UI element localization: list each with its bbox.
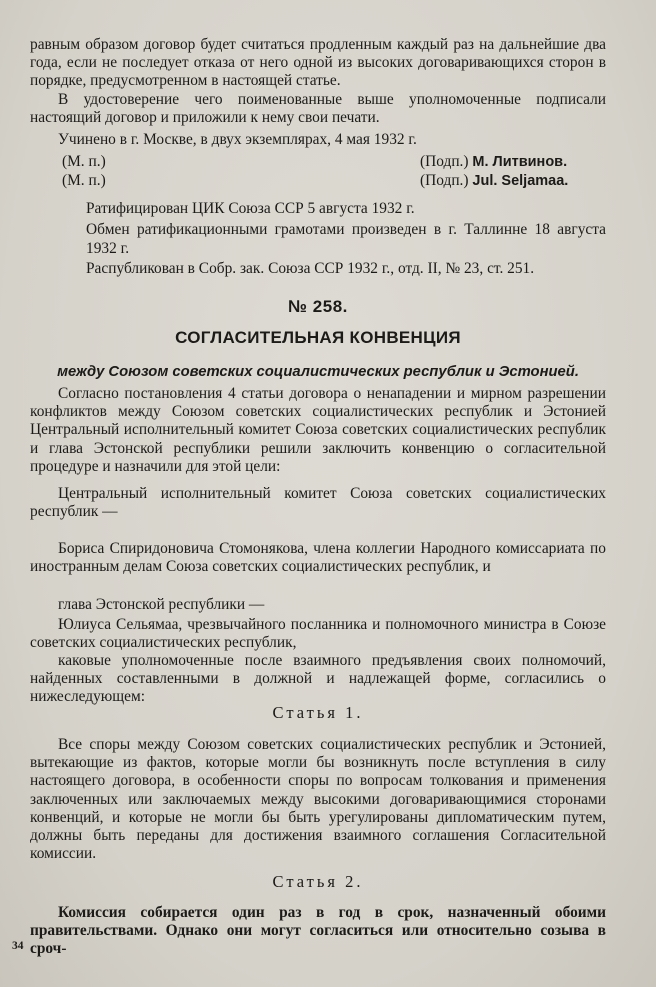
seal-mark: (М. п.)	[62, 153, 106, 170]
attestation-paragraph: В удостоверение чего поименованные выше уполномоченные подписали настоящий договор и приложили к нему свои печати.	[30, 91, 606, 127]
signature-prefix: (Подп.)	[420, 153, 469, 170]
signature-block	[420, 172, 568, 190]
article-heading: Статья 1.	[272, 703, 364, 722]
page-number: 34	[12, 940, 24, 952]
publication-line: Распубликован в Собр. зак. Союза ССР 1932 г., отд. II, № 23, ст. 251.	[86, 260, 535, 277]
article-paragraph: Все споры между Союзом советских социалистических республик и Эстонией, вытекающие из фактов, которые могли бы возникнуть после вступления в силу настоящего договора, в особенности споры по вопросам толкования и применения заключенных или заключаемых между высокими договаривающимися сторонами конвенций, и которые не могли бы быть урегулированы дипломатическим путем, должны быть переданы для достижения взаимного соглашения Согласительной комиссии.	[30, 736, 606, 863]
place-date-line: Учинено в г. Москве, в двух экземплярах, 4 мая 1932 г.	[58, 131, 417, 148]
exchange-line: Обмен ратификационными грамотами произведен в г. Таллинне 18 августа 1932 г.	[86, 221, 606, 257]
article-paragraph: Комиссия собирается один раз в год в срок, назначенный обоими правительствами. Однако они могут согласиться или относительно созыва в сроч-	[30, 904, 606, 958]
document-number: № 258.	[288, 297, 348, 316]
signatory-name: М. Литвинов.	[472, 154, 568, 170]
signature-prefix: (Подп.)	[420, 172, 469, 189]
signature-block	[420, 153, 567, 171]
ratification-line: Ратифицирован ЦИК Союза ССР 5 августа 1932 г.	[86, 200, 415, 217]
article-heading: Статья 2.	[272, 872, 364, 891]
preamble-paragraph: Согласно постановления 4 статьи договора о ненападении и мирном разрешении конфликтов между Союзом советских социалистических республик и Эстонией Центральный исполнительный комитет Союза советских социалистических республик и глава Эстонской республики решили заключить конвенцию о согласительной процедуре и назначили для этой цели:	[30, 385, 606, 475]
preamble-paragraph: глава Эстонской республики —	[58, 596, 265, 613]
preamble-paragraph: Центральный исполнительный комитет Союза советских социалистических республик —	[30, 485, 606, 521]
treaty-continuation-paragraph: равным образом договор будет считаться продленным каждый раз на дальнейшие два года, если не последует отказа от него одной из высоких договаривающихся сторон в порядке, предусмотренном в настоящей статье.	[30, 36, 606, 90]
seal-mark: (М. п.)	[62, 172, 106, 189]
preamble-paragraph: Юлиуса Сельямаа, чрезвычайного посланника и полномочного министра в Союзе советских социалистических республик,	[30, 616, 606, 652]
document-subtitle: между Союзом советских социалистических республик и Эстонией.	[57, 364, 579, 380]
preamble-paragraph: Бориса Спиридоновича Стомонякова, члена коллегии Народного комиссариата по иностранным делам Союза советских социалистических республик, и	[30, 540, 606, 576]
preamble-paragraph: каковые уполномоченные после взаимного предъявления своих полномочий, найденных составленными в должной и надлежащей форме, согласились о нижеследующем:	[30, 652, 606, 706]
document-title: СОГЛАСИТЕЛЬНАЯ КОНВЕНЦИЯ	[175, 328, 461, 347]
signatory-name: Jul. Seljamaa.	[472, 173, 569, 189]
